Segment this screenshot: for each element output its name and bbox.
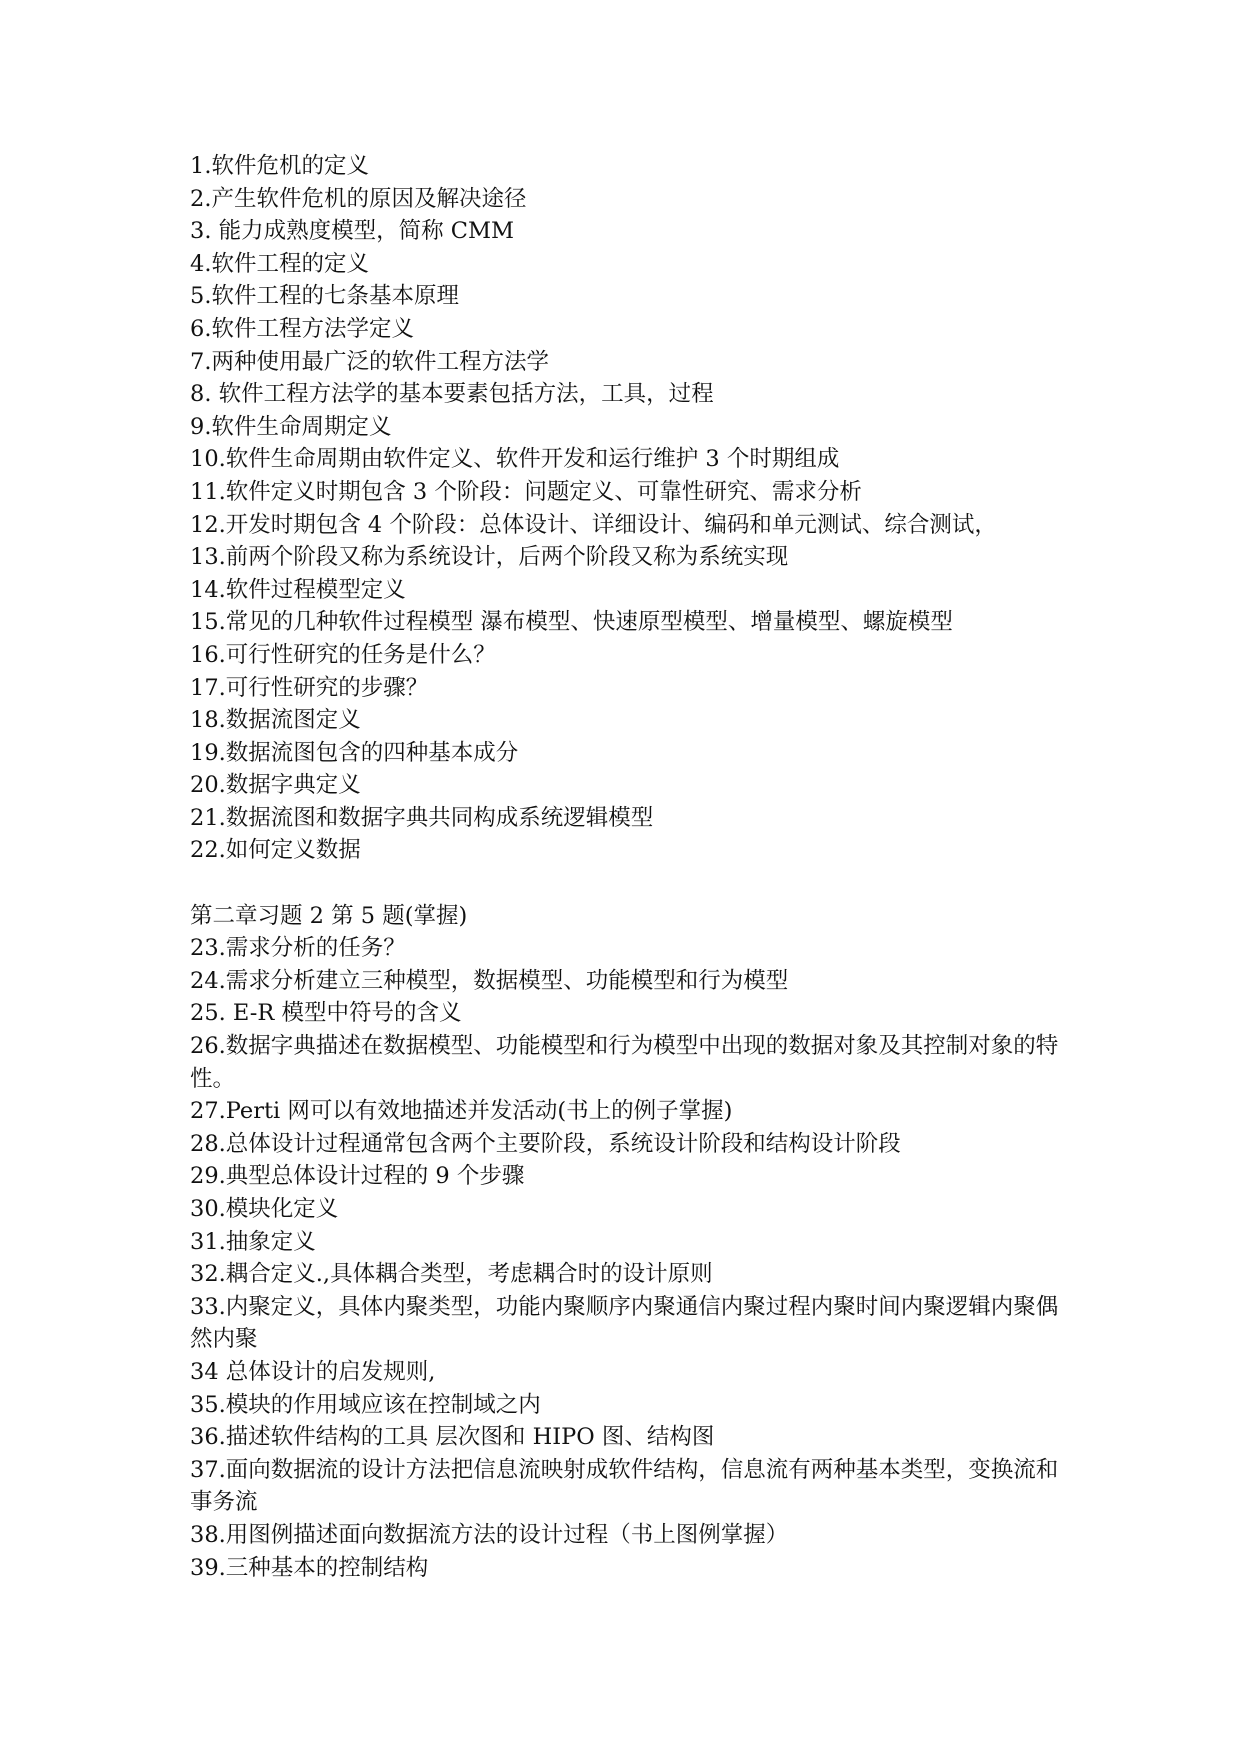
- list-item: 30.模块化定义: [190, 1196, 339, 1222]
- list-item: 35.模块的作用域应该在控制域之内: [190, 1391, 541, 1418]
- list-item: 15.常见的几种软件过程模型 瀑布模型、快速原型模型、增量模型、螺旋模型: [190, 609, 953, 636]
- list-item: 31.抽象定义: [190, 1228, 316, 1255]
- list-item: 14.软件过程模型定义: [190, 576, 406, 603]
- list-item: 34 总体设计的启发规则,: [190, 1358, 436, 1385]
- list-item: 17.可行性研究的步骤？: [190, 674, 429, 701]
- list-item: 37.面向数据流的设计方法把信息流映射成软件结构，信息流有两种基本类型，变换流和事务流: [190, 1456, 1059, 1516]
- list-item: 33.内聚定义，具体内聚类型，功能内聚顺序内聚通信内聚过程内聚时间内聚逻辑内聚偶然内聚: [190, 1293, 1059, 1353]
- list-item: 29.典型总体设计过程的 9 个步骤: [190, 1163, 525, 1190]
- list-item: 7.两种使用最广泛的软件工程方法学: [190, 348, 549, 375]
- list-item: 6.软件工程方法学定义: [190, 315, 414, 342]
- list-item: 5.软件工程的七条基本原理: [190, 283, 459, 310]
- list-item: 26.数据字典描述在数据模型、功能模型和行为模型中出现的数据对象及其控制对象的特性。: [190, 1033, 1059, 1092]
- list-item: 23.需求分析的任务？: [190, 935, 406, 962]
- list-item: 11.软件定义时期包含 3 个阶段：问题定义、可靠性研究、需求分析: [190, 478, 862, 505]
- list-item: 24.需求分析建立三种模型，数据模型、功能模型和行为模型: [190, 967, 789, 994]
- list-item: 27.Perti 网可以有效地描述并发活动(书上的例子掌握): [190, 1098, 733, 1125]
- question-list-part-1: [190, 150, 1070, 867]
- list-item: 22.如何定义数据: [190, 837, 361, 864]
- list-item: 2.产生软件危机的原因及解决途径: [190, 185, 527, 212]
- list-item: 25. E-R 模型中符号的含义: [190, 1000, 462, 1027]
- document-body: [190, 150, 1070, 1584]
- list-item: 1.软件危机的定义: [190, 153, 369, 179]
- question-list-part-2: [190, 932, 1070, 1584]
- section-heading: 第二章习题 2 第 5 题(掌握): [190, 902, 468, 929]
- list-item: 28.总体设计过程通常包含两个主要阶段，系统设计阶段和结构设计阶段: [190, 1130, 901, 1157]
- list-item: 9.软件生命周期定义: [190, 413, 392, 440]
- list-item: 18.数据流图定义: [190, 707, 361, 734]
- list-item: 3. 能力成熟度模型，简称 CMM: [190, 218, 515, 245]
- list-item: 10.软件生命周期由软件定义、软件开发和运行维护 3 个时期组成: [190, 446, 840, 473]
- list-item: 36.描述软件结构的工具 层次图和 HIPO 图、结构图: [190, 1424, 715, 1451]
- list-item: 38.用图例描述面向数据流方法的设计过程（书上图例掌握）: [190, 1521, 789, 1548]
- list-item: 8. 软件工程方法学的基本要素包括方法，工具，过程: [190, 381, 714, 408]
- list-item: 32.耦合定义.,具体耦合类型，考虑耦合时的设计原则: [190, 1261, 713, 1288]
- list-item: 20.数据字典定义: [190, 772, 361, 799]
- list-item: 12.开发时期包含 4 个阶段：总体设计、详细设计、编码和单元测试、综合测试，: [190, 511, 997, 538]
- list-item: 16.可行性研究的任务是什么？: [190, 641, 496, 668]
- list-item: 13.前两个阶段又称为系统设计，后两个阶段又称为系统实现: [190, 544, 789, 571]
- list-item: 39.三种基本的控制结构: [190, 1554, 429, 1581]
- list-item: 4.软件工程的定义: [190, 250, 369, 277]
- list-item: 19.数据流图包含的四种基本成分: [190, 739, 519, 766]
- list-item: 21.数据流图和数据字典共同构成系统逻辑模型: [190, 804, 654, 831]
- paragraph-spacer: [190, 867, 1070, 900]
